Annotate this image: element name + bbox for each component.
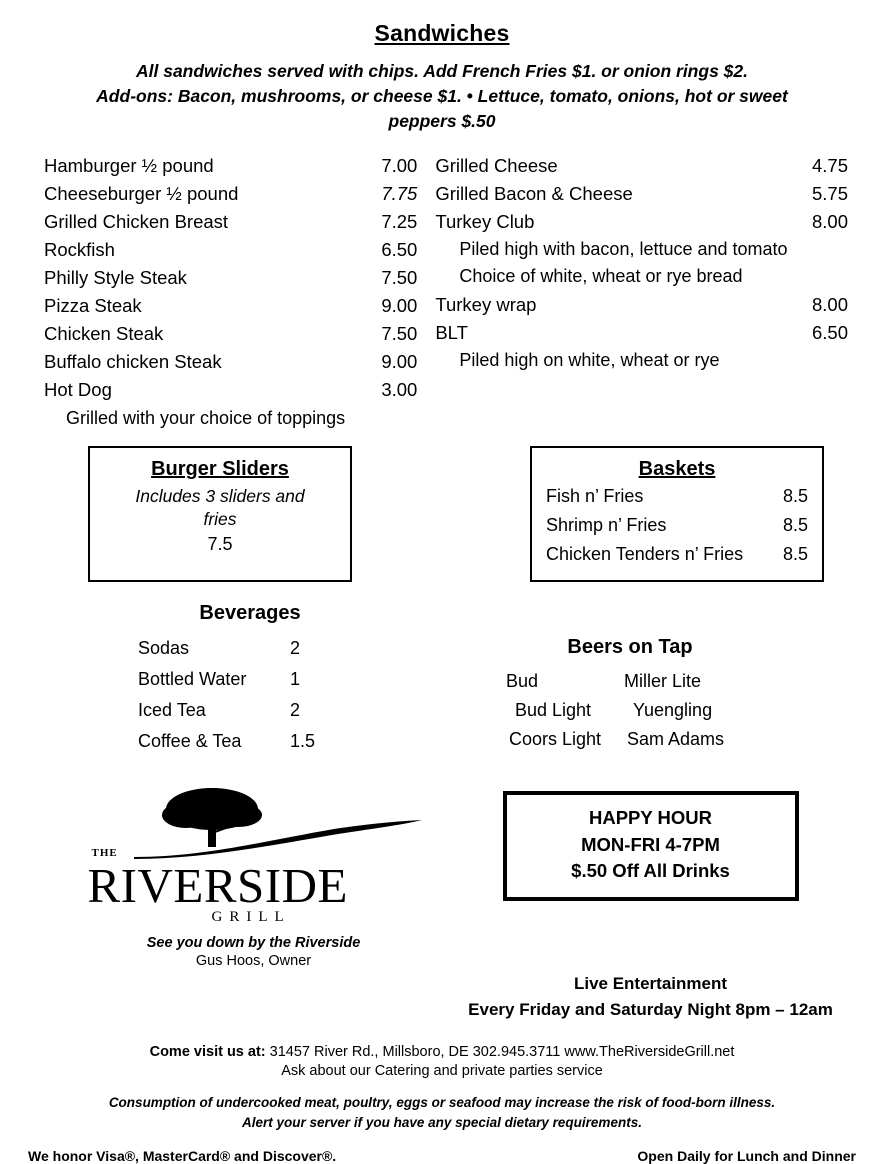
happy-hour-box (503, 791, 799, 901)
item-name: Chicken Tenders n’ Fries (546, 543, 744, 564)
item-price: 4.75 (811, 154, 848, 176)
live-entertainment-title: Live Entertainment (573, 974, 728, 994)
beer-row (440, 696, 820, 725)
burger-sliders-box (88, 446, 352, 582)
blt-note: Piled high on white, wheat or rye (459, 349, 720, 370)
turkey-club-note-1: Piled high with bacon, lettuce and tomato (459, 238, 788, 259)
item-price: 8.00 (811, 293, 848, 315)
logo-artwork (84, 785, 424, 925)
menu-item (44, 152, 417, 180)
item-price: 6.50 (381, 238, 418, 260)
item-name: Fish n’ Fries (546, 485, 644, 506)
menu-item (435, 152, 848, 180)
baskets-box (530, 446, 824, 582)
boxed-sections (0, 446, 884, 582)
item-price: 9.00 (381, 351, 418, 373)
item-price: 9.00 (381, 295, 418, 317)
beer-name: Yuengling (633, 700, 713, 721)
item-name: Grilled Chicken Breast (44, 210, 229, 232)
item-name: Turkey Club (435, 210, 535, 232)
beverage-item (138, 726, 400, 757)
visit-value: 31457 River Rd., Millsboro, DE 302.945.3711 www.TheRiversideGrill.net (265, 1044, 735, 1061)
item-name: Pizza Steak (44, 295, 142, 317)
item-price: 7.00 (381, 154, 418, 176)
burger-sliders-price: 7.5 (207, 534, 233, 555)
tree-icon (134, 785, 424, 865)
beer-name: Bud (506, 670, 539, 691)
item-price: 8.5 (782, 485, 808, 506)
menu-item (44, 208, 417, 236)
menu-item (44, 292, 417, 320)
item-name: Bottled Water (138, 668, 247, 689)
footer (0, 1044, 884, 1164)
business-hours: Open Daily for Lunch and Dinner (637, 1148, 856, 1164)
intro-line-1: All sandwiches served with chips. Add French Fries $1. or onion rings $2. (135, 61, 748, 81)
menu-item (44, 264, 417, 292)
beer-row (440, 667, 820, 696)
logo-owner: Gus Hoos, Owner (195, 952, 312, 969)
visit-line (0, 1044, 884, 1060)
item-price: 2 (290, 637, 301, 658)
page-title: Sandwiches (374, 20, 510, 46)
live-entertainment (457, 971, 844, 1022)
item-name: Grilled Bacon & Cheese (435, 182, 633, 204)
basket-item (546, 483, 808, 510)
item-name: Iced Tea (138, 699, 206, 720)
basket-item (546, 541, 808, 568)
visit-label: Come visit us at: (149, 1044, 266, 1061)
item-price: 8.5 (782, 543, 808, 564)
sandwiches-columns (0, 152, 884, 432)
item-price: 8.5 (782, 514, 808, 535)
item-price: 7.50 (381, 323, 418, 345)
basket-item (546, 512, 808, 539)
menu-item (435, 291, 848, 319)
beverage-item (138, 664, 400, 695)
right-lower-section (457, 785, 844, 1022)
item-name: Cheeseburger ½ pound (44, 182, 239, 204)
beer-name: Bud Light (515, 700, 592, 721)
beers-list (440, 667, 820, 754)
beer-name: Sam Adams (627, 729, 725, 750)
item-price: 1 (290, 668, 301, 689)
happy-hour-times: MON-FRI 4-7PM (581, 833, 720, 855)
menu-item (44, 376, 417, 404)
menu-item (435, 180, 848, 208)
beer-name: Coors Light (509, 729, 602, 750)
item-name: Philly Style Steak (44, 266, 187, 288)
item-price: 6.50 (811, 321, 848, 343)
hot-dog-note: Grilled with your choice of toppings (66, 407, 346, 428)
burger-sliders-sub-line-1: Includes 3 sliders and (135, 485, 305, 506)
drinks-sections (0, 602, 884, 757)
item-name: Shrimp n’ Fries (546, 514, 667, 535)
item-price: 7.25 (381, 210, 418, 232)
intro-line-2: Add-ons: Bacon, mushrooms, or cheese $1. • Lettuce, tomato, onions, hot or sweet (96, 85, 788, 106)
menu-item (44, 348, 417, 376)
payment-methods: We honor Visa®, MasterCard® and Discover®. (28, 1148, 337, 1164)
logo-the-text: THE (91, 846, 118, 859)
beverages-list (100, 633, 400, 757)
menu-item (435, 208, 848, 236)
item-name: Chicken Steak (44, 323, 164, 345)
beverages-title: Beverages (199, 601, 301, 624)
menu-item (44, 180, 417, 208)
burger-sliders-sub (98, 485, 342, 531)
item-price: 7.75 (381, 182, 418, 204)
item-name: Grilled Cheese (435, 154, 558, 176)
item-price: 3.00 (381, 379, 418, 401)
item-name: Sodas (138, 637, 190, 658)
logo-tagline: See you down by the Riverside (146, 934, 361, 951)
menu-item (44, 320, 417, 348)
beer-row (440, 725, 820, 754)
turkey-club-note-2: Choice of white, wheat or rye bread (459, 266, 743, 287)
burger-sliders-sub-line-2: fries (203, 508, 237, 529)
item-name: Buffalo chicken Steak (44, 351, 222, 373)
logo-name-text: RIVERSIDE (87, 857, 348, 913)
sandwiches-left-column (44, 152, 417, 432)
beverage-item (138, 633, 400, 664)
logo-grill-text: GRILL (211, 908, 291, 925)
live-entertainment-schedule: Every Friday and Saturday Night 8pm – 12am (468, 999, 833, 1019)
item-name: Hamburger ½ pound (44, 154, 214, 176)
item-price: 7.50 (381, 266, 418, 288)
item-price: 1.5 (290, 730, 316, 751)
baskets-title: Baskets (638, 457, 716, 480)
item-name: Turkey wrap (435, 293, 537, 315)
beverage-item (138, 695, 400, 726)
beer-name: Miller Lite (624, 670, 702, 691)
item-price: 5.75 (811, 182, 848, 204)
footer-bottom (0, 1148, 884, 1164)
health-warning-line-1: Consumption of undercooked meat, poultry, eggs or seafood may increase the risk of food-born illness. (108, 1095, 776, 1111)
sandwiches-intro (54, 59, 830, 134)
beverages-section (100, 602, 400, 757)
menu-item (435, 319, 848, 347)
restaurant-logo (60, 785, 447, 1022)
sandwiches-right-column (435, 152, 848, 375)
item-price: 2 (290, 699, 301, 720)
item-name: Hot Dog (44, 379, 112, 401)
item-name: Rockfish (44, 238, 115, 260)
health-warning (0, 1093, 884, 1132)
catering-line: Ask about our Catering and private parties service (281, 1063, 603, 1080)
item-name: Coffee & Tea (138, 730, 242, 751)
menu-item (44, 236, 417, 264)
intro-line-3: peppers $.50 (388, 110, 496, 131)
beers-title: Beers on Tap (567, 635, 693, 658)
menu-page (0, 20, 884, 1163)
health-warning-line-2: Alert your server if you have any special dietary requirements. (242, 1114, 642, 1130)
beers-section (440, 602, 820, 757)
item-price: 8.00 (811, 210, 848, 232)
burger-sliders-title: Burger Sliders (151, 457, 289, 480)
lower-section (0, 785, 884, 1022)
happy-hour-title: HAPPY HOUR (588, 806, 712, 828)
item-name: BLT (435, 321, 468, 343)
happy-hour-offer: $.50 Off All Drinks (571, 860, 730, 882)
